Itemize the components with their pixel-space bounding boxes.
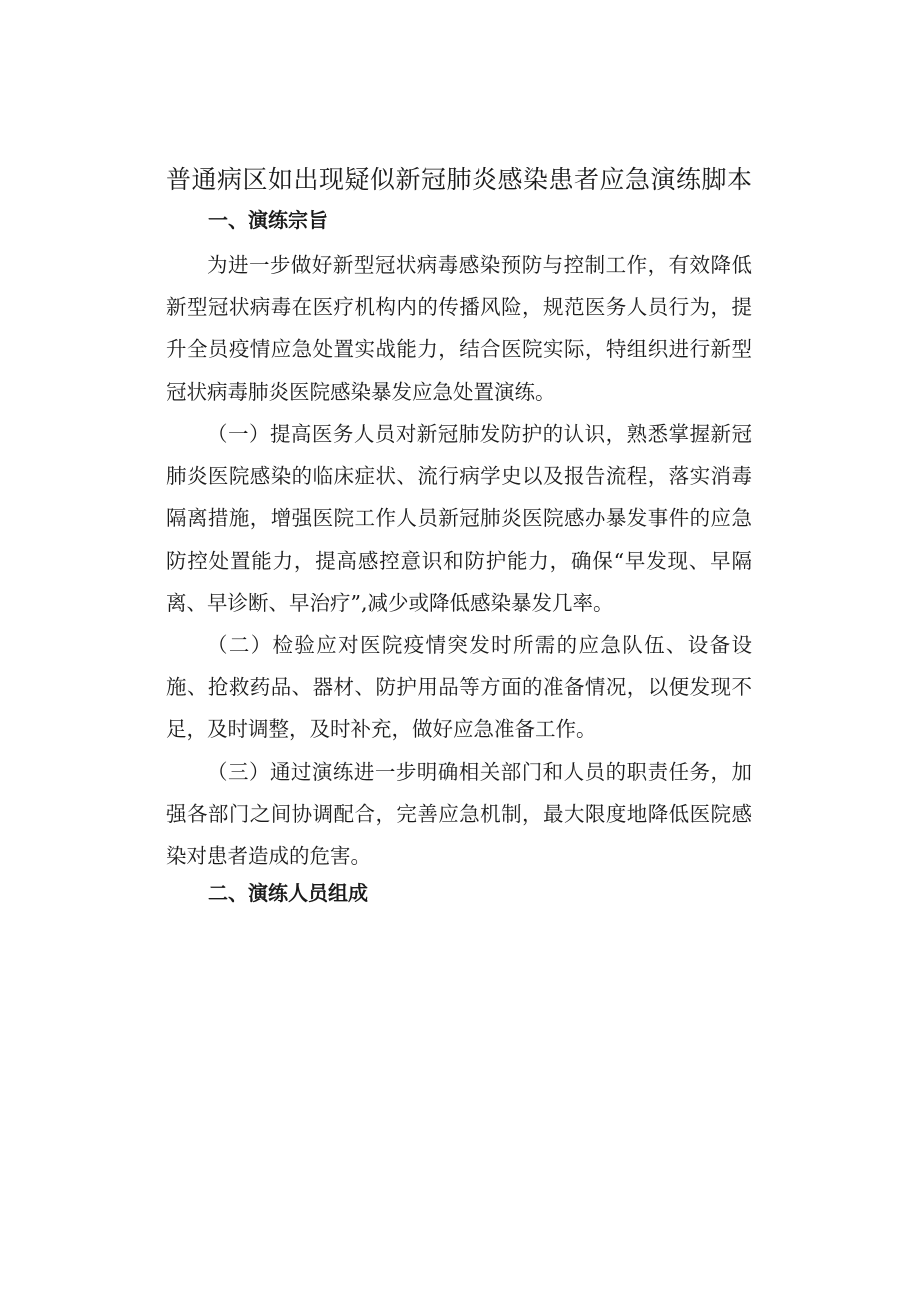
section-heading-purpose: 一、演练宗旨 <box>208 208 328 232</box>
paragraph-intro: 为进一步做好新型冠状病毒感染预防与控制工作，有效降低新型冠状病毒在医疗机构内的传播风险，规范医务人员行为，提升全员疫情应急处置实战能力，结合医院实际，特组织进行新型冠状病毒肺炎医院感染暴发应急处置演练。 <box>166 253 752 404</box>
document-title: 普通病区如出现疑似新冠肺炎感染患者应急演练脚本 <box>166 165 753 194</box>
section-heading-personnel: 二、演练人员组成 <box>208 881 368 905</box>
paragraph-objective-1: （一）提高医务人员对新冠肺发防护的认识，熟悉掌握新冠肺炎医院感染的临床症状、流行病学史以及报告流程，落实消毒隔离措施，增强医院工作人员新冠肺炎医院感办暴发事件的应急防控处置能力，提高感控意识和防护能力，确保“早发现、早隔离、早诊断、早治疗”,减少或降低感染暴发几率。 <box>166 422 752 615</box>
paragraph-objective-3: （三）通过演练进一步明确相关部门和人员的职责任务，加强各部门之间协调配合，完善应急机制，最大限度地降低医院感染对患者造成的危害。 <box>166 760 752 869</box>
paragraph-objective-2: （二）检验应对医院疫情突发时所需的应急队伍、设备设施、抢救药品、器材、防护用品等方面的准备情况，以便发现不足，及时调整，及时补充，做好应急准备工作。 <box>166 633 752 742</box>
